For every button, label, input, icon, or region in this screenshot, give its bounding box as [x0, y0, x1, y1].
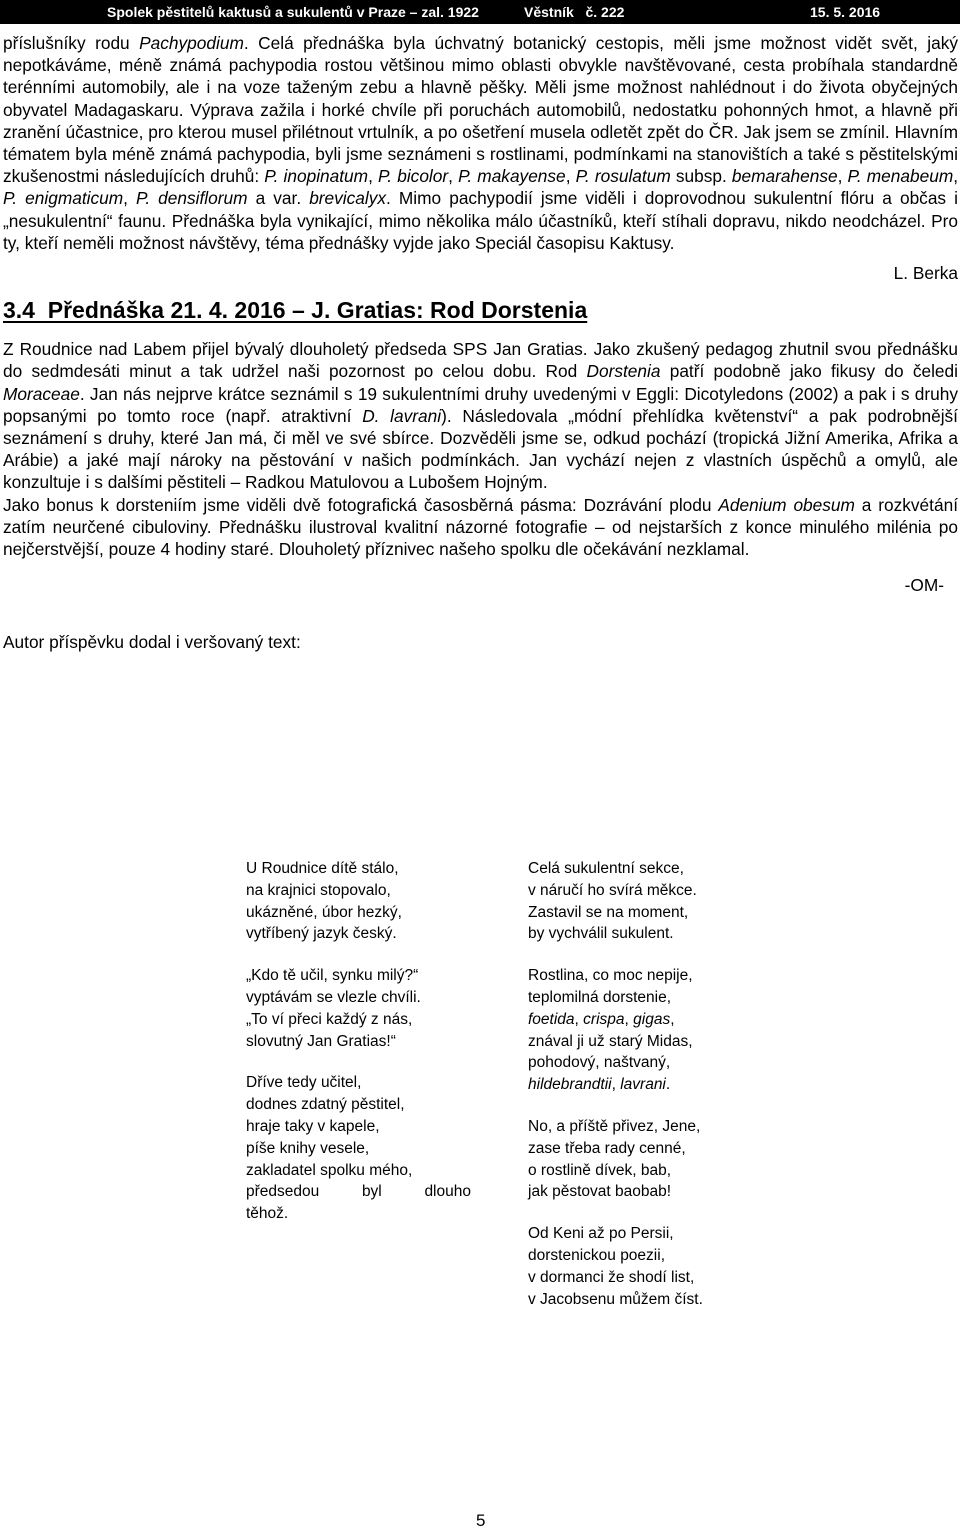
- poem-line: zase třeba rady cenné,: [528, 1139, 686, 1157]
- poem-line: dodnes zdatný pěstitel,: [246, 1096, 405, 1114]
- poem-word: byl: [361, 1183, 382, 1201]
- poem-line: dorstenickou poezii,: [528, 1246, 665, 1264]
- poem-stanza: [246, 965, 471, 1052]
- poem-left-column: [246, 858, 471, 1245]
- poem-right-column: [528, 858, 753, 1330]
- signature-om: -OM-: [904, 575, 944, 596]
- header-issue: Věstník č. 222: [524, 4, 625, 20]
- poem-line: Celá sukulentní sekce,: [528, 860, 684, 877]
- poem-line: hildebrandtii, lavrani.: [528, 1076, 671, 1094]
- poem-stanza: [528, 965, 753, 1096]
- poem-line: jak pěstovat baobab!: [528, 1183, 672, 1201]
- poem-intro: Autor příspěvku dodal i veršovaný text:: [3, 632, 301, 653]
- poem-line: o rostlině dívek, bab,: [528, 1161, 672, 1179]
- poem-line: těhož.: [246, 1205, 289, 1223]
- poem-stanza: [246, 858, 471, 945]
- poem-line: [246, 1181, 471, 1203]
- poem-line: v náručí ho svírá měkce.: [528, 881, 697, 899]
- poem-stanza: [528, 1116, 753, 1203]
- poem-line: zakladatel spolku mého,: [246, 1161, 413, 1179]
- poem-line: vyptávám se vlezle chvíli.: [246, 988, 421, 1006]
- poem-line: píše knihy vesele,: [246, 1139, 370, 1157]
- poem-line: Rostlina, co moc nepije,: [528, 967, 693, 985]
- poem-stanza: [528, 858, 753, 945]
- poem-line: foetida, crispa, gigas,: [528, 1010, 675, 1028]
- header-date: 15. 5. 2016: [810, 4, 881, 20]
- poem-line: teplomilná dorstenie,: [528, 988, 672, 1006]
- poem-line: slovutný Jan Gratias!“: [246, 1032, 396, 1050]
- paragraph-pachypodium: příslušníky rodu Pachypodium. Celá přednáška byla úchvatný botanický cestopis, měli jsme možnost vidět svět, jaký nepotkáváme, méně známá pachypodia rostou většinou mimo oblasti obvykle navštěvované, cesta probíhala standardně terénními automobily, ale i na voze taženým zebu a hlavně pěšky. Měli jsme možnost nahlédnout i do života obyčejných obyvatel Madagaskaru. Výprava zažila i horké chvíle při poruchách automobilů, nedostatku pohonných hmot, a hlavně při zranění účastnice, pro kterou musel přilétnout vrtulník, a po ošetření musela odletět zpět do ČR. Jak jsem se zmínil. Hlavním tématem byla méně známá pachypodia, byli jsme seznámeni s rostlinami, podmínkami na stanovištích a také s pěstitelskými zkušenostmi následujících druhů: P. inopinatum, P. bicolor, P. makayense, P. rosulatum subsp. bemarahense, P. menabeum, P. enigmaticum, P. densiflorum a var. brevicalyx. Mimo pachypodií jsme viděli i doprovodnou sukulentní flóru a občas i „nesukulentní“ faunu. Přednáška byla vynikající, mimo několika málo účastníků, kteří stíhali dopravu, nikdo neodcházel. Pro ty, kteří neměli možnost návštěvy, téma přednášky vyjde jako Speciál časopisu Kaktusy.: [3, 33, 959, 253]
- page-number: 5: [476, 1511, 486, 1530]
- poem-line: na krajnici stopovalo,: [246, 881, 391, 899]
- signature-berka: L. Berka: [893, 263, 958, 284]
- poem-line: pohodový, naštvaný,: [528, 1054, 671, 1072]
- poem-line: v Jacobsenu můžem číst.: [528, 1290, 703, 1308]
- poem-stanza: [246, 1072, 471, 1225]
- poem-word: předsedou: [246, 1183, 320, 1201]
- poem-line: vytříbený jazyk český.: [246, 925, 397, 943]
- poem-line: ukázněné, úbor hezký,: [246, 903, 402, 921]
- poem-line: No, a příště přivez, Jene,: [528, 1117, 701, 1135]
- paragraph-dorstenia: Z Roudnice nad Labem přijel bývalý dlouholetý předseda SPS Jan Gratias. Jako zkušený pedagog zhutnil svou přednášku do sedmdesáti minut a tak udržel naši pozornost po celou dobu. Rod Dorstenia patří podobně jako fikusy do čeledi Moraceae. Jan nás nejprve krátce seznámil s 19 sukulentními druhy uvedenými v Eggli: Dicotyledons (2002) a pak i s druhy popsanými po tomto roce (např. atraktivní D. lavrani). Následovala „módní přehlídka květenství“ a pak podrobnější seznámení s druhy, které Jan má, či měl ve své sbírce. Dozvěděli jsme se, odkud pochází (tropická Jižní Amerika, Afrika a Arábie) a jaké mají nároky na pěstování v našich podmínkách. Jan vychází nejen z vlastních úspěchů a omylů, ale konzultuje i s dalšími pěstiteli – Radkou Matulovou a Lubošem Hojným. Jako bonus k dorsteniím jsme viděli dvě fotografická časosběrná pásma: Dozrávání plodu Adenium obesum a rozkvétání zatím neurčené cibuloviny. Přednášku ilustroval kvalitní názorné fotografie – od nejstarších z konce minulého milénia po nejčerstvější, pouze 4 hodiny staré. Dlouholetý příznivec našeho spolku dle očekávání nezklamal.: [3, 339, 958, 560]
- poem-line: znával ji už starý Midas,: [528, 1032, 693, 1050]
- poem-line: hraje taky v kapele,: [246, 1117, 380, 1135]
- poem-line: by vychválil sukulent.: [528, 925, 674, 943]
- poem-line: Od Keni až po Persii,: [528, 1225, 674, 1243]
- header-society-name: Spolek pěstitelů kaktusů a sukulentů v Praze – zal. 1922: [107, 4, 479, 20]
- poem-line: v dormanci že shodí list,: [528, 1268, 695, 1286]
- article-body: [3, 32, 958, 654]
- poem-line: „Kdo tě učil, synku milý?“: [246, 967, 419, 985]
- section-heading: 3.4 Přednáška 21. 4. 2016 – J. Gratias: Rod Dorstenia: [3, 297, 588, 324]
- poem-line: „To ví přeci každý z nás,: [246, 1010, 413, 1028]
- poem-stanza: [528, 1223, 753, 1310]
- running-header: [0, 0, 960, 24]
- poem-line: U Roudnice dítě stálo,: [246, 860, 399, 877]
- poem-word: dlouho: [424, 1183, 471, 1201]
- poem-line: Dříve tedy učitel,: [246, 1074, 362, 1092]
- poem-line: Zastavil se na moment,: [528, 903, 689, 921]
